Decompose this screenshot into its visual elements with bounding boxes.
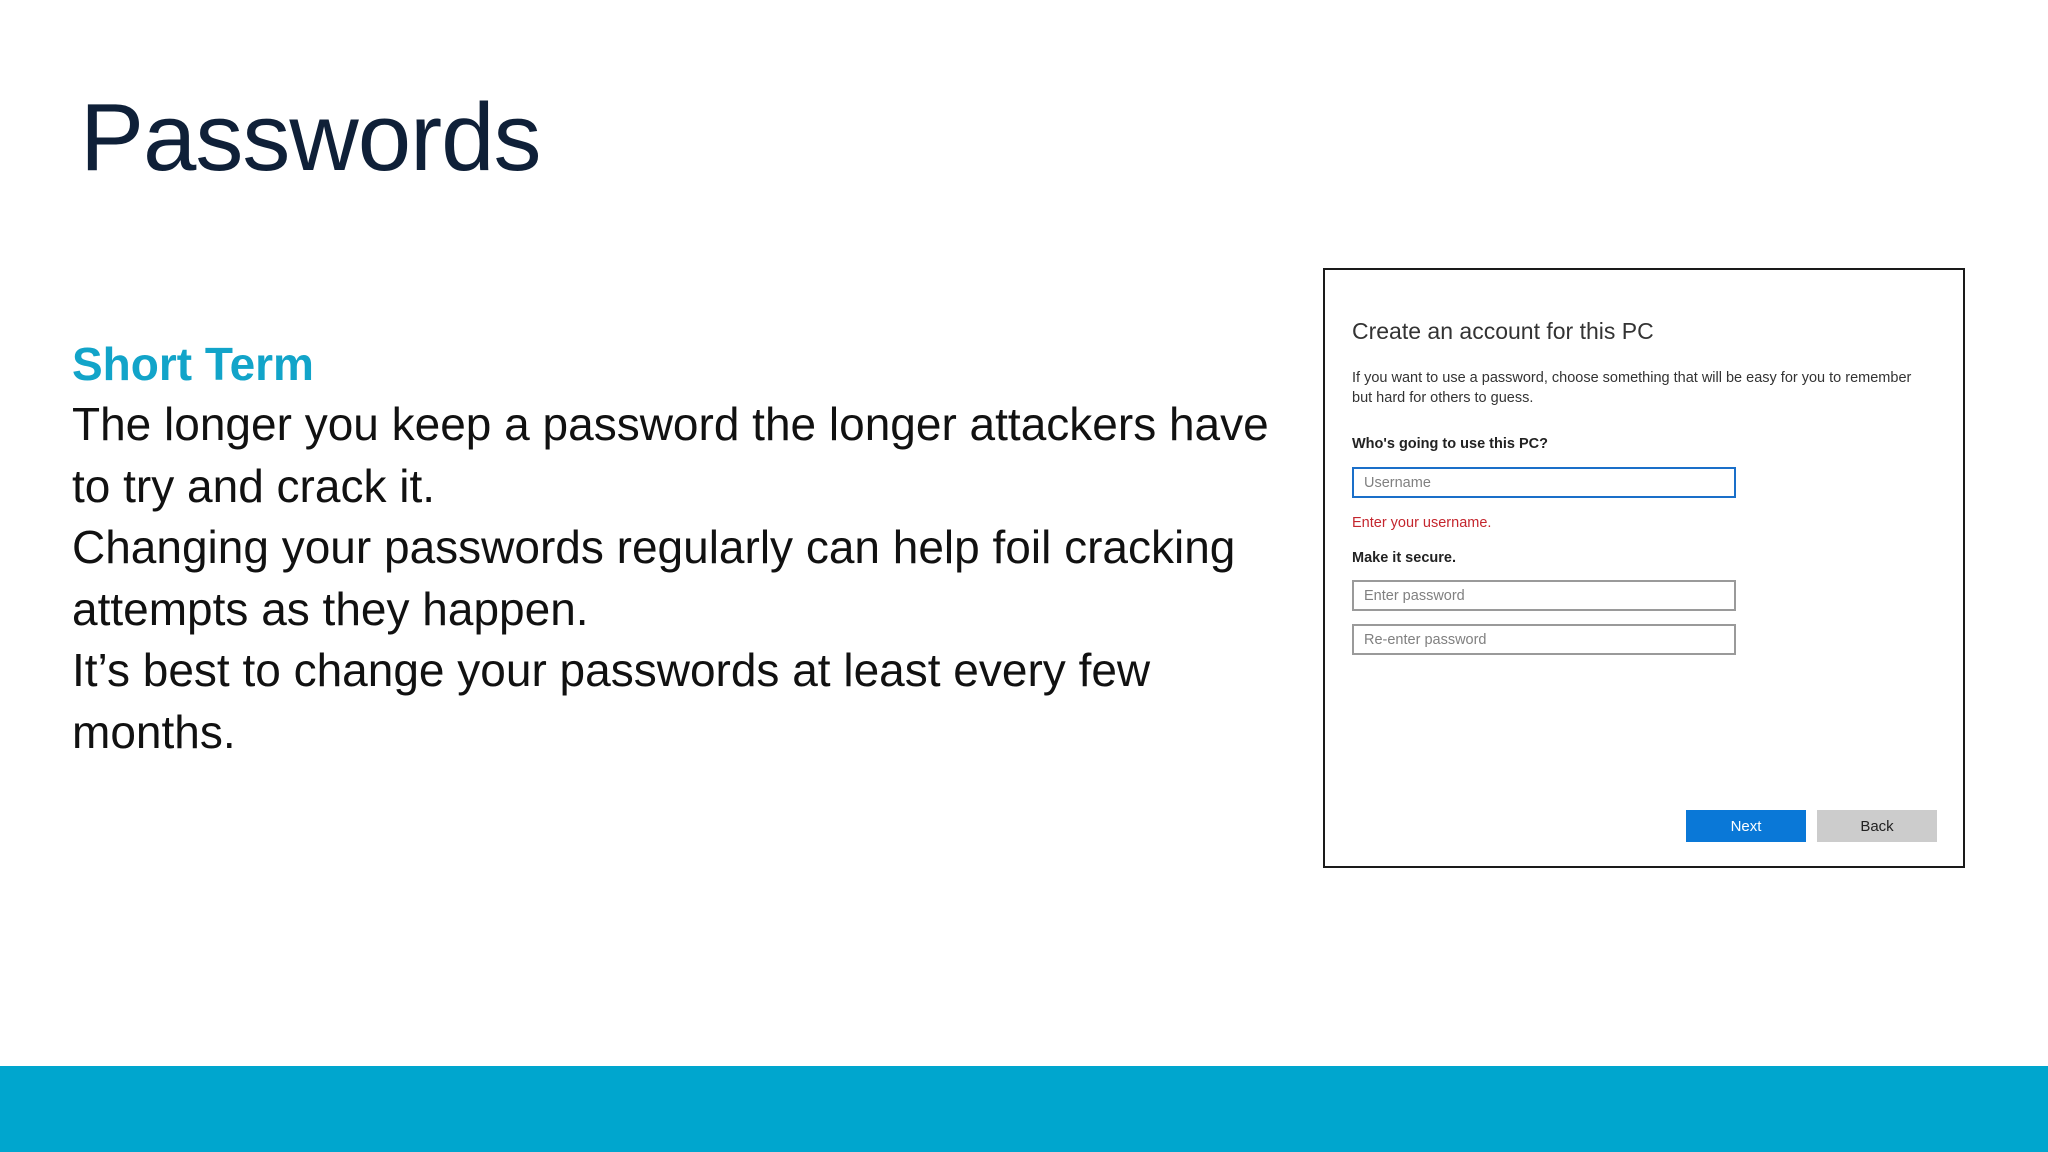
body-line-3: Changing your passwords regularly can help foil cracking xyxy=(72,521,1236,573)
body-line-4: attempts as they happen. xyxy=(72,582,589,635)
secure-label: Make it secure. xyxy=(1352,550,1456,566)
dialog-title: Create an account for this PC xyxy=(1352,318,1654,344)
reenter-password-input[interactable] xyxy=(1352,624,1736,655)
body-line-6: months. xyxy=(72,705,236,758)
dialog-description xyxy=(1352,368,1942,408)
footer-bar xyxy=(0,1066,2048,1152)
slide-title: Passwords xyxy=(80,84,541,191)
body-line-2: to try and crack it. xyxy=(72,459,436,512)
back-button[interactable]: Back xyxy=(1817,810,1937,842)
body-line-5: It’s best to change your passwords at least every few xyxy=(72,644,1151,696)
slide-content xyxy=(72,334,1292,763)
username-error-message: Enter your username. xyxy=(1352,515,1492,531)
create-account-dialog xyxy=(1323,268,1965,868)
body-line-1: The longer you keep a password the longer attackers have xyxy=(72,398,1269,450)
password-input[interactable] xyxy=(1352,580,1736,611)
who-label: Who's going to use this PC? xyxy=(1352,436,1548,452)
username-input[interactable] xyxy=(1352,467,1736,498)
section-subheading: Short Term xyxy=(72,338,314,390)
dialog-description-line-1: If you want to use a password, choose something that will be easy for you to remember xyxy=(1352,370,1912,386)
next-button[interactable]: Next xyxy=(1686,810,1806,842)
dialog-description-line-2: but hard for others to guess. xyxy=(1352,390,1534,406)
